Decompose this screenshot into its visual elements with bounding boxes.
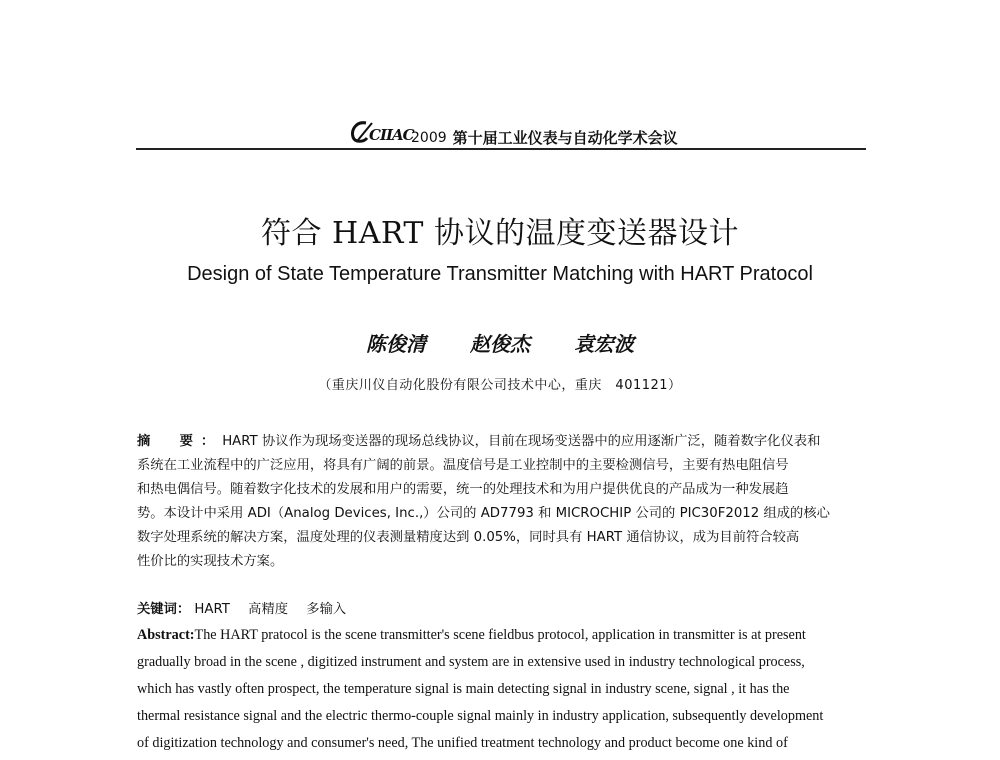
author-list <box>0 328 1000 357</box>
logo-mark-icon <box>350 120 414 144</box>
conference-year: 2009 <box>411 130 447 146</box>
abstract-en <box>137 622 867 757</box>
abstract-cn <box>137 430 867 574</box>
abstract-en-line: which has vastly often prospect, the temperature signal is main detecting signal in industry scene, signal , it has the <box>137 681 790 697</box>
header-divider <box>136 148 866 150</box>
author-name: 陈俊清 <box>366 332 426 356</box>
conference-name: 第十届工业仪表与自动化学术会议 <box>452 129 678 147</box>
abstract-cn-line: 势。本设计中采用 ADI（Analog Devices, Inc.,）公司的 AD7793 和 MICROCHIP 公司的 PIC30F2012 组成的核心 <box>137 506 830 521</box>
keyword: HART <box>194 602 230 617</box>
affiliation: （重庆川仪自动化股份有限公司技术中心，重庆 401121） <box>318 378 682 393</box>
abstract-cn-line: 系统在工业流程中的广泛应用，将具有广阔的前景。温度信号是工业控制中的主要检测信号，主要有热电阻信号 <box>137 458 789 473</box>
author-name: 袁宏波 <box>574 332 634 356</box>
author-name: 赵俊杰 <box>470 332 530 356</box>
keyword: 高精度 <box>248 602 289 617</box>
keywords-label: 关键词： <box>137 602 191 617</box>
abstract-en-line: Abstract:The HART pratocol is the scene transmitter's scene fieldbus protocol, application in transmitter is at present <box>137 627 806 643</box>
paper-title-cn: 符合 HART 协议的温度变送器设计 <box>261 216 739 251</box>
abstract-cn-line: 和热电偶信号。随着数字化技术的发展和用户的需要，统一的处理技术和为用户提供优良的产品成为一种发展趋 <box>137 482 789 497</box>
abstract-en-line: thermal resistance signal and the electric thermo-couple signal mainly in industry application, subsequently development <box>137 708 824 724</box>
conference-banner <box>350 120 678 149</box>
conference-header <box>136 118 866 150</box>
abstract-cn-label: 摘 要： <box>137 434 223 449</box>
keywords <box>137 598 360 617</box>
paper-title-en: Design of State Temperature Transmitter Matching with HART Pratocol <box>187 263 813 285</box>
ciiac-logo <box>350 120 414 149</box>
abstract-en-line: of digitization technology and consumer's need, The unified treatment technology and product become one kind of <box>137 735 788 751</box>
keyword: 多输入 <box>306 602 347 617</box>
logo-text: CIIAC <box>369 126 414 144</box>
abstract-en-label: Abstract: <box>137 627 195 643</box>
abstract-cn-line: 性价比的实现技术方案。 <box>137 554 284 569</box>
abstract-cn-line: 数字处理系统的解决方案，温度处理的仪表测量精度达到 0.05%，同时具有 HART 通信协议，成为目前符合较高 <box>137 530 800 545</box>
abstract-cn-line: 摘 要：HART 协议作为现场变送器的现场总线协议，目前在现场变送器中的应用逐渐广泛，随着数字化仪表和 <box>137 434 821 449</box>
abstract-en-line: gradually broad in the scene , digitized instrument and system are in extensive used in industry technological process, <box>137 654 805 670</box>
